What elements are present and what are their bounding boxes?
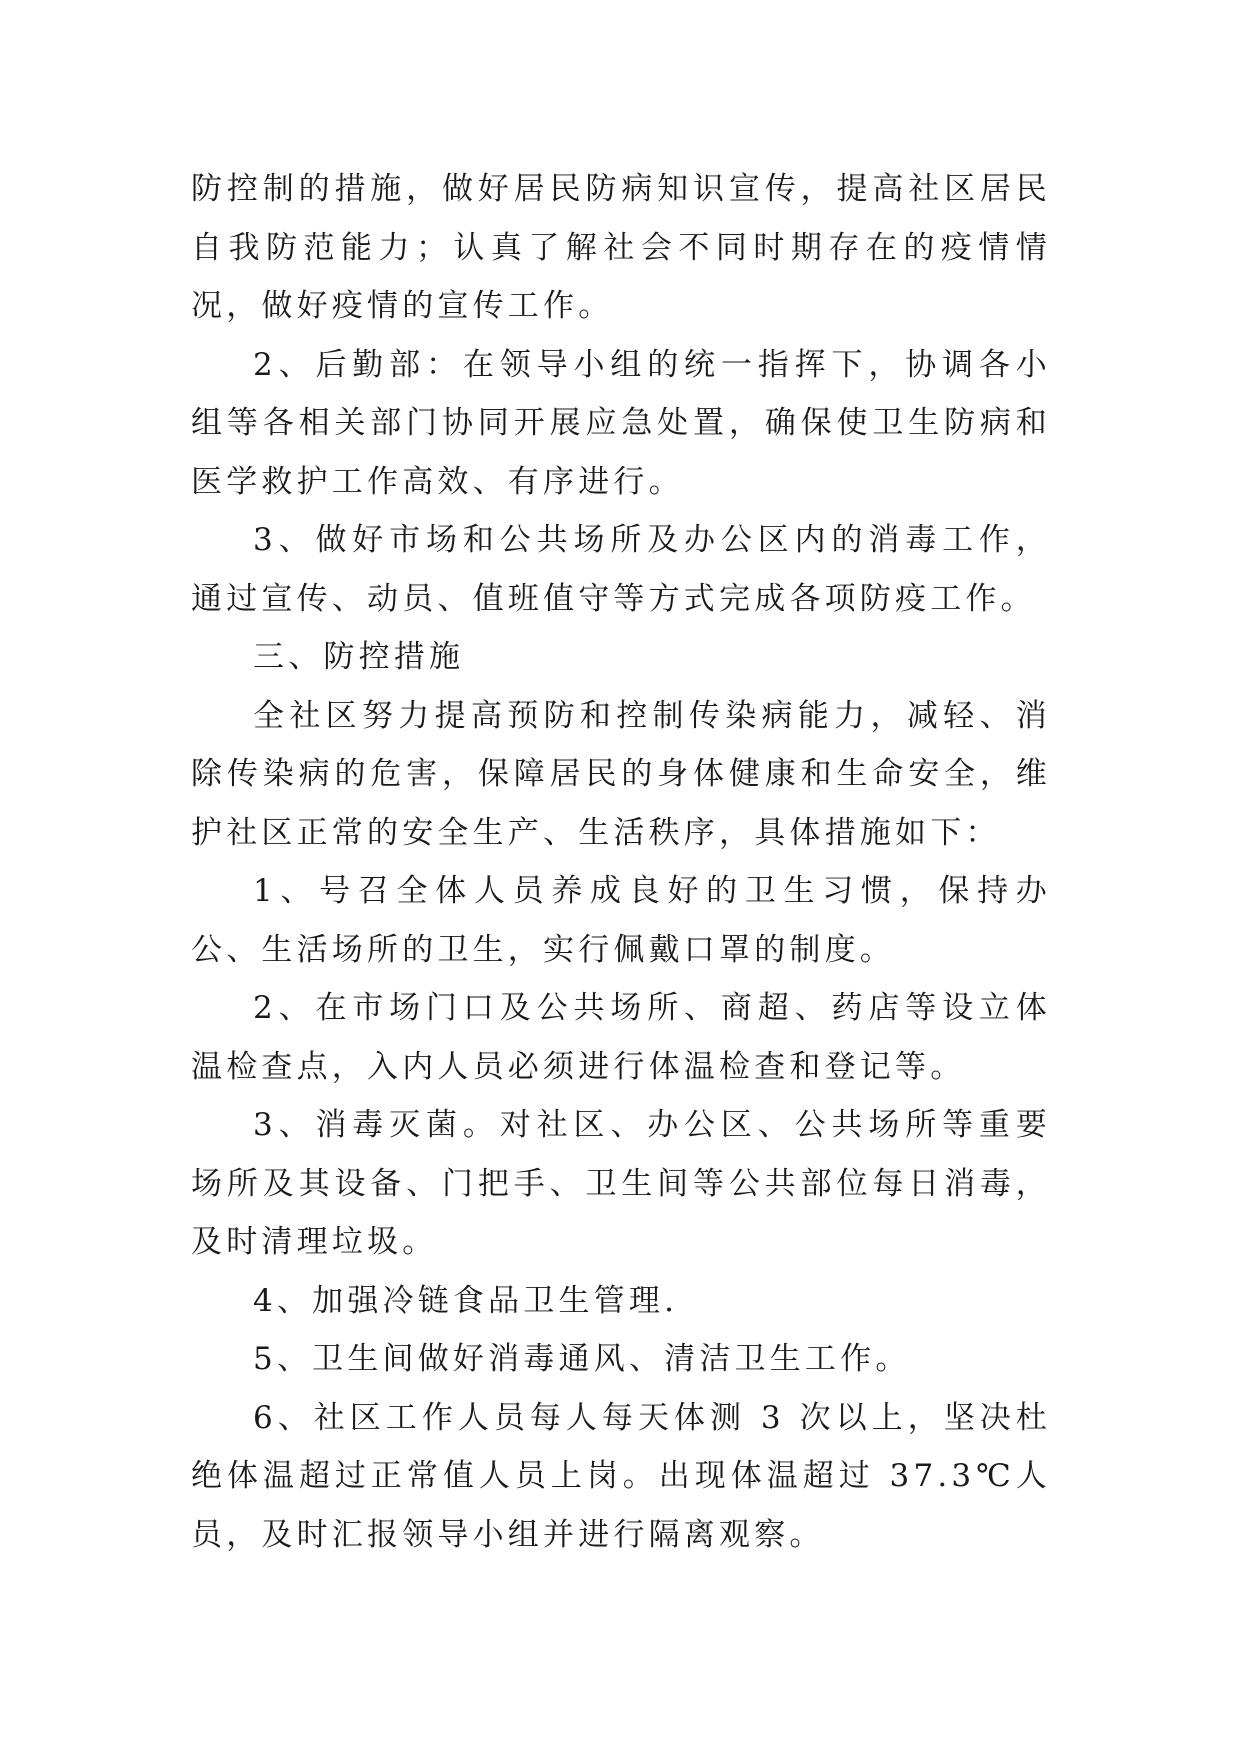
paragraph-measure-restroom: 5、卫生间做好消毒通风、清洁卫生工作。: [253, 1341, 911, 1377]
paragraph-measure-hygiene: 1、号召全体人员养成良好的卫生习惯，保持办公、生活场所的卫生，实行佩戴口罩的制度。: [191, 873, 1051, 968]
document-body: [191, 160, 1051, 1564]
section-heading-prevention-measures: 三、防控措施: [253, 639, 465, 675]
paragraph-logistics-dept: 2、后勤部：在领导小组的统一指挥下，协调各小组等各相关部门协同开展应急处置，确保使卫生防病和医学救护工作高效、有序进行。: [191, 346, 1051, 500]
paragraph-disinfection-public-places: 3、做好市场和公共场所及办公区内的消毒工作，通过宣传、动员、值班值守等方式完成各项防疫工作。: [191, 522, 1051, 617]
paragraph-measures-intro: 全社区努力提高预防和控制传染病能力，减轻、消除传染病的危害，保障居民的身体健康和生命安全，维护社区正常的安全生产、生活秩序，具体措施如下：: [191, 697, 1051, 851]
paragraph-measures-continued: 防控制的措施，做好居民防病知识宣传，提高社区居民自我防范能力；认真了解社会不同时期存在的疫情情况，做好疫情的宣传工作。: [191, 171, 1051, 324]
paragraph-measure-cold-chain: 4、加强冷链食品卫生管理.: [253, 1282, 679, 1319]
paragraph-measure-disinfection: 3、消毒灭菌。对社区、办公区、公共场所等重要场所及其设备、门把手、卫生间等公共部位每日消毒，及时清理垃圾。: [191, 1107, 1051, 1260]
paragraph-measure-temperature-check: 2、在市场门口及公共场所、商超、药店等设立体温检查点，入内人员必须进行体温检查和登记等。: [191, 990, 1051, 1085]
paragraph-measure-staff-temperature: 6、社区工作人员每人每天体测 3 次以上，坚决杜绝体温超过正常值人员上岗。出现体温超过 37.3℃人员，及时汇报领导小组并进行隔离观察。: [191, 1399, 1051, 1553]
